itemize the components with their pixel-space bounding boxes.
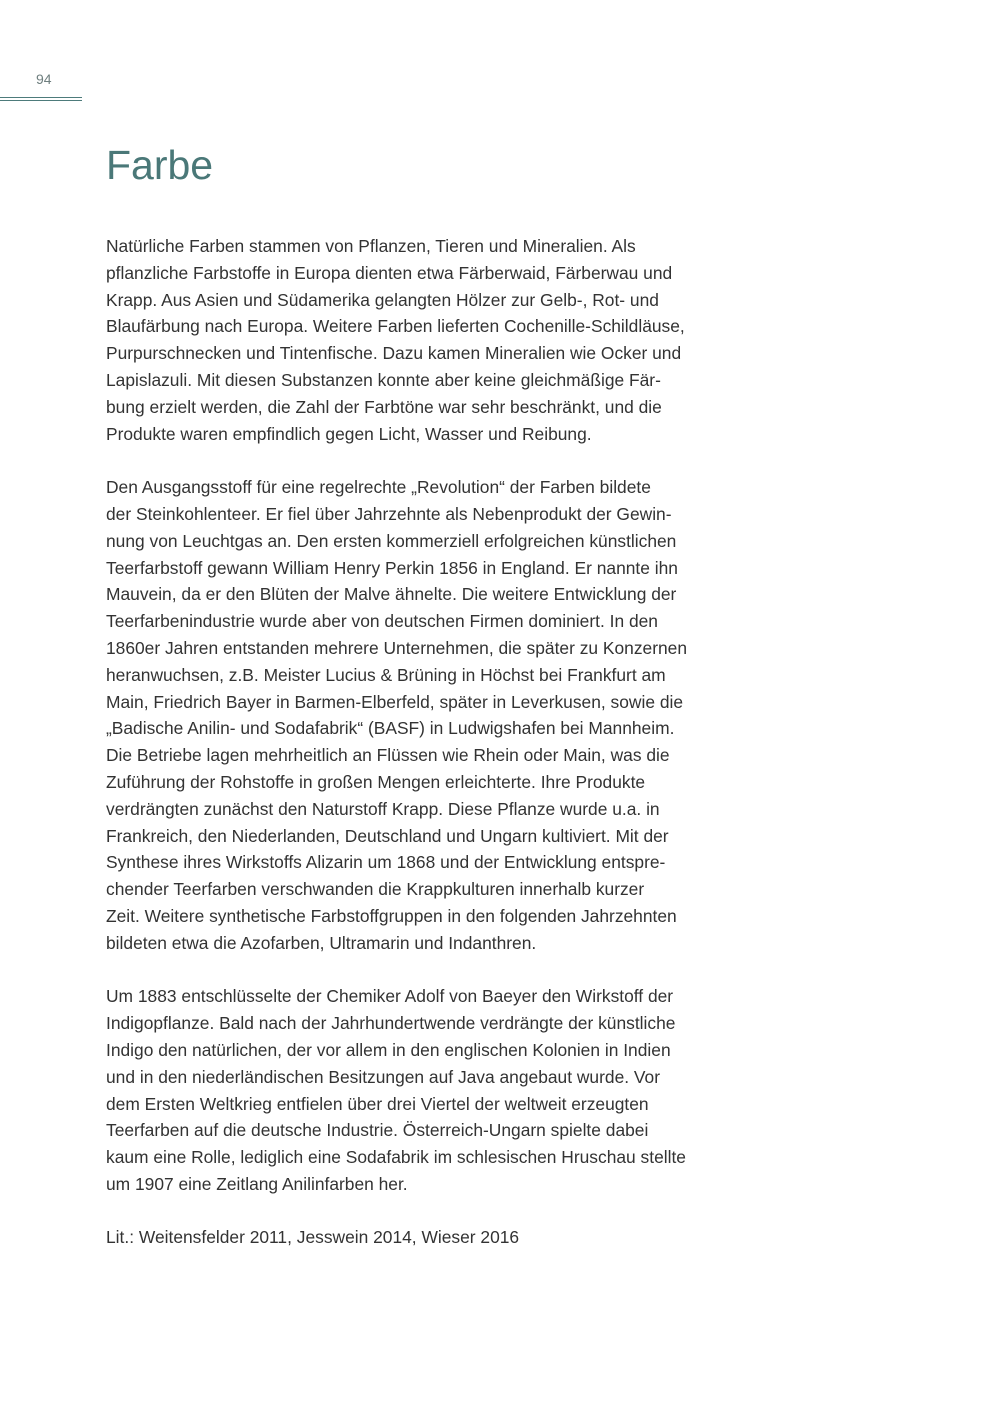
text-line: und in den niederländischen Besitzungen auf Java angebaut wurde. Vor [106, 1066, 661, 1087]
text-line: Produkte waren empfindlich gegen Licht, Wasser und Reibung. [106, 423, 592, 444]
text-line: bung erzielt werden, die Zahl der Farbtöne war sehr beschränkt, und die [106, 396, 662, 417]
text-line: pflanzliche Farbstoffe in Europa dienten etwa Färberwaid, Färberwau und [106, 262, 673, 283]
text-line: verdrängten zunächst den Naturstoff Krapp. Diese Pflanze wurde u.a. in [106, 798, 660, 819]
paragraph [106, 474, 786, 956]
text-line: Synthese ihres Wirkstoffs Alizarin um 1868 und der Entwicklung entspre- [106, 852, 666, 873]
text-line: Teerfarbenindustrie wurde aber von deutschen Firmen dominiert. In den [106, 611, 658, 632]
paragraph [106, 233, 786, 447]
text-line: „Badische Anilin- und Sodafabrik“ (BASF) in Ludwigshafen bei Mannheim. [106, 718, 675, 739]
text-line: Die Betriebe lagen mehrheitlich an Flüssen wie Rhein oder Main, was die [106, 745, 670, 766]
header-rule [0, 97, 82, 98]
body-text [106, 233, 786, 1278]
text-line: Um 1883 entschlüsselte der Chemiker Adolf von Baeyer den Wirkstoff der [106, 986, 674, 1007]
text-line: Natürliche Farben stammen von Pflanzen, Tieren und Mineralien. Als [106, 236, 636, 256]
text-line: Teerfarbstoff gewann William Henry Perkin 1856 in England. Er nannte ihn [106, 557, 678, 578]
text-line: dem Ersten Weltkrieg entfielen über drei Viertel der weltweit erzeugten [106, 1093, 649, 1114]
text-line: Indigo den natürlichen, der vor allem in den englischen Kolonien in Indien [106, 1039, 671, 1060]
paragraph [106, 983, 786, 1197]
text-line: Krapp. Aus Asien und Südamerika gelangten Hölzer zur Gelb-, Rot- und [106, 289, 659, 310]
text-line: heranwuchsen, z.B. Meister Lucius & Brüning in Höchst bei Frankfurt am [106, 664, 666, 685]
text-line: Zuführung der Rohstoffe in großen Mengen erleichterte. Ihre Produkte [106, 771, 646, 792]
text-line: Mauvein, da er den Blüten der Malve ähnelte. Die weitere Entwicklung der [106, 584, 677, 605]
text-line: Lit.: Weitensfelder 2011, Jesswein 2014, Wieser 2016 [106, 1227, 520, 1248]
text-line: Blaufärbung nach Europa. Weitere Farben lieferten Cochenille-Schildläuse, [106, 316, 685, 337]
text-line: Lapislazuli. Mit diesen Substanzen konnte aber keine gleichmäßige Fär- [106, 369, 661, 390]
text-line: kaum eine Rolle, lediglich eine Sodafabrik im schlesischen Hruschau stellte [106, 1147, 686, 1168]
header-rule [0, 100, 82, 101]
page-number: 94 [36, 71, 52, 87]
text-line: Den Ausgangsstoff für eine regelrechte „Revolution“ der Farben bildete [106, 477, 651, 498]
text-line: Main, Friedrich Bayer in Barmen-Elberfeld, später in Leverkusen, sowie die [106, 691, 684, 712]
page-title: Farbe [106, 142, 214, 188]
text-line: Purpurschnecken und Tintenfische. Dazu kamen Mineralien wie Ocker und [106, 343, 682, 364]
text-line: Zeit. Weitere synthetische Farbstoffgruppen in den folgenden Jahrzehnten [106, 905, 677, 926]
text-line: der Steinkohlenteer. Er fiel über Jahrzehnte als Nebenprodukt der Gewin- [106, 503, 672, 524]
text-line: chender Teerfarben verschwanden die Krappkulturen innerhalb kurzer [106, 879, 645, 900]
text-line: nung von Leuchtgas an. Den ersten kommerziell erfolgreichen künstlichen [106, 530, 677, 551]
literature-reference [106, 1224, 786, 1251]
text-line: Frankreich, den Niederlanden, Deutschland und Ungarn kultiviert. Mit der [106, 825, 669, 846]
text-line: bildeten etwa die Azofarben, Ultramarin und Indanthren. [106, 932, 537, 953]
text-line: 1860er Jahren entstanden mehrere Unternehmen, die später zu Konzernen [106, 637, 688, 658]
text-line: um 1907 eine Zeitlang Anilinfarben her. [106, 1173, 408, 1194]
text-line: Teerfarben auf die deutsche Industrie. Österreich-Ungarn spielte dabei [106, 1120, 649, 1141]
text-line: Indigopflanze. Bald nach der Jahrhundertwende verdrängte der künstliche [106, 1013, 676, 1034]
